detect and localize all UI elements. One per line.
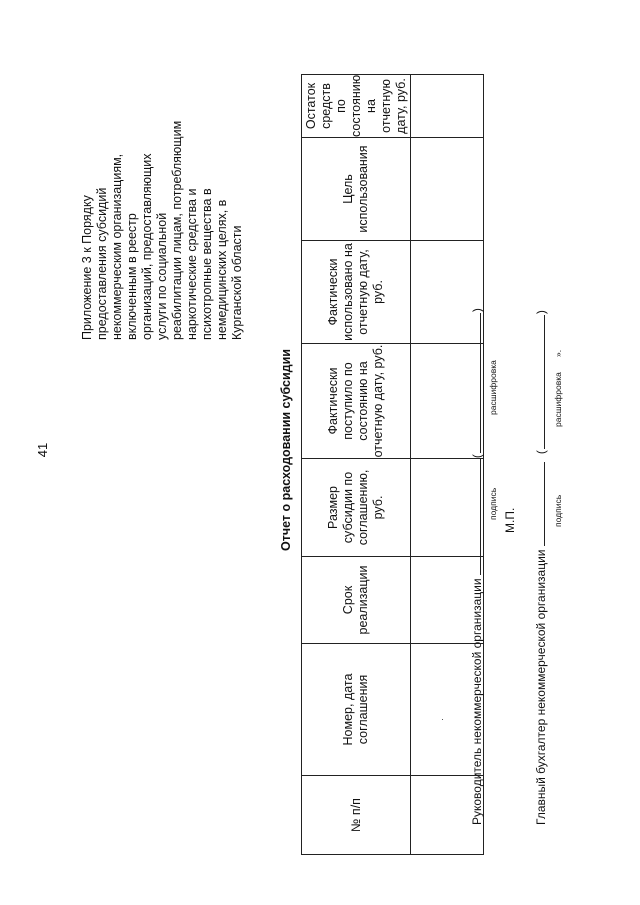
close-paren: ) [470,308,484,313]
column-header-number: № п/п [302,776,411,855]
head-decoding-blank [468,313,481,453]
column-header-received: Фактически поступило по состоянию на отчетную дату, руб. [302,344,411,459]
subsidy-report-table [301,74,484,855]
accountant-signature-line [532,309,548,825]
table-header-row [302,75,411,855]
head-signature-blank [468,459,481,575]
column-header-balance: Остаток средств по состоянию на отчетную дату, руб. [302,75,411,138]
appendix-line: реабилитации лицам, потребляющим [170,120,184,340]
column-header-term: Срок реализации [302,557,411,644]
accountant-decoding-caption: расшифровка [553,372,563,427]
column-header-purpose: Цель использования [302,138,411,241]
open-paren: ( [534,450,548,455]
accountant-signature-caption: подпись [553,494,563,527]
appendix-line: некоммерческим организациям, [110,153,124,340]
appendix-line: немедицинских целях, в [215,199,229,340]
open-paren: ( [470,454,484,459]
table-cell [411,138,484,241]
closing-mark: ». [553,349,563,357]
table-cell [411,75,484,138]
head-signature-line [468,307,484,825]
scan-speck [442,719,443,720]
accountant-decoding-blank [532,315,545,449]
accountant-signature-label: Главный бухгалтер некоммерческой организации [534,549,548,825]
head-signature-caption: подпись [488,487,498,520]
appendix-line: наркотические средства и [185,188,199,340]
accountant-signature-blank [532,462,545,546]
appendix-line: предоставления субсидий [95,187,109,340]
head-signature-label: Руководитель некоммерческой организации [470,578,484,825]
head-decoding-caption: расшифровка [488,360,498,415]
appendix-line: психотропные вещества в [200,188,214,340]
column-header-used: Фактически использовано на отчетную дату, руб. [302,241,411,344]
column-header-agreement: Номер, дата соглашения [302,644,411,776]
appendix-note [80,30,245,340]
appendix-line: Курганской области [230,225,244,340]
report-title: Отчет о расходовании субсидии [279,349,293,551]
appendix-line: организаций, предоставляющих [140,153,154,340]
column-header-subsidy-amount: Размер субсидии по соглашению, руб. [302,459,411,557]
close-paren: ) [534,310,548,315]
appendix-line: услуги по социальной [155,212,169,340]
appendix-line: включенным в реестр [125,213,139,340]
appendix-line: Приложение 3 к Порядку [80,195,94,340]
stamp-label: М.П. [503,507,517,533]
page-number: 41 [35,442,50,458]
